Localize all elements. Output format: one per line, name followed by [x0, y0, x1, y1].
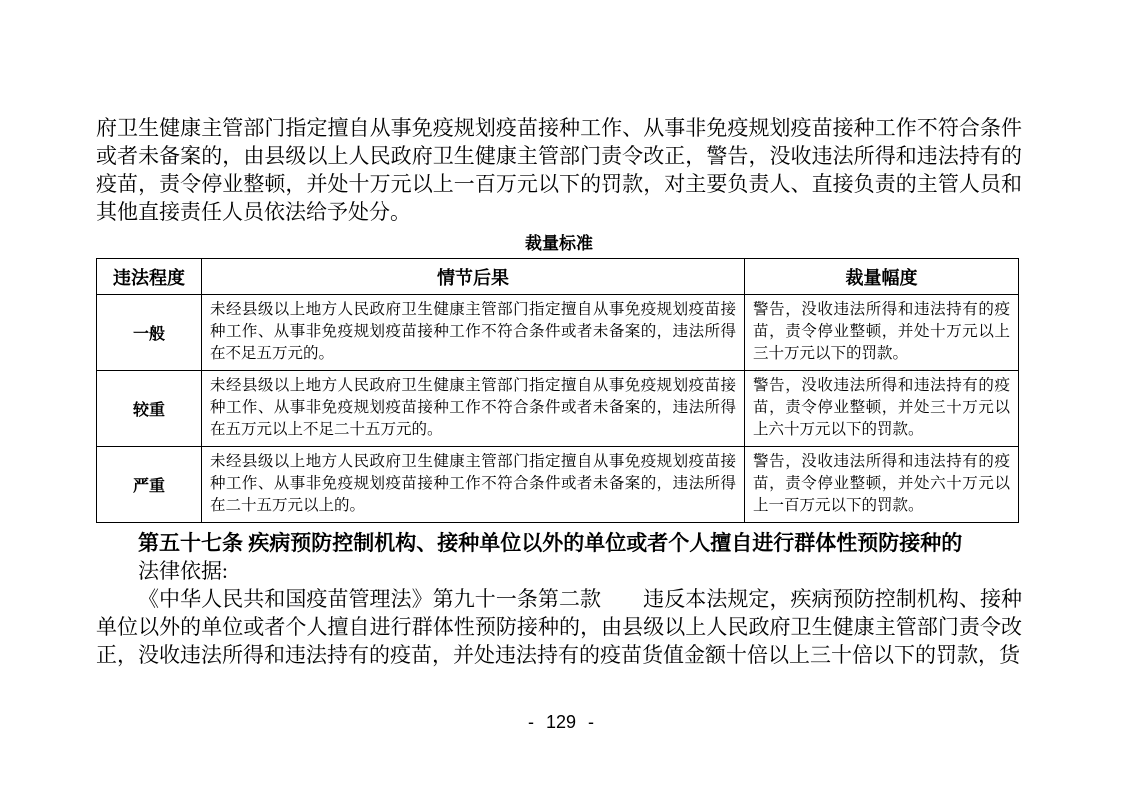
col-header-discretion-range: 裁量幅度 [745, 259, 1019, 295]
page-content [96, 114, 1022, 669]
cell-range: 警告，没收违法所得和违法持有的疫苗，责令停业整顿，并处六十万元以上一百万元以下的罚款。 [745, 447, 1019, 523]
cell-degree: 较重 [97, 371, 202, 447]
cell-degree: 一般 [97, 295, 202, 371]
col-header-violation-degree: 违法程度 [97, 259, 202, 295]
table-caption: 裁量标准 [525, 234, 593, 253]
article-57-heading: 第五十七条 疾病预防控制机构、接种单位以外的单位或者个人擅自进行群体性预防接种的 [138, 531, 963, 555]
page-number: - 129 - [527, 712, 595, 732]
table-row-severe [97, 447, 1019, 523]
intro-paragraph: 府卫生健康主管部门指定擅自从事免疫规划疫苗接种工作、从事非免疫规划疫苗接种工作不符合条件或者未备案的，由县级以上人民政府卫生健康主管部门责令改正，警告，没收违法所得和违法持有的疫苗，责令停业整顿，并处十万元以上一百万元以下的罚款，对主要负责人、直接负责的主管人员和其他直接责任人员依法给予处分。 [96, 116, 1022, 224]
cell-circumstance: 未经县级以上地方人民政府卫生健康主管部门指定擅自从事免疫规划疫苗接种工作、从事非免疫规划疫苗接种工作不符合条件或者未备案的，违法所得在不足五万元的。 [202, 295, 745, 371]
legal-basis-label: 法律依据: [138, 559, 228, 583]
cell-circumstance: 未经县级以上地方人民政府卫生健康主管部门指定擅自从事免疫规划疫苗接种工作、从事非免疫规划疫苗接种工作不符合条件或者未备案的，违法所得在五万元以上不足二十五万元的。 [202, 371, 745, 447]
col-header-circumstance: 情节后果 [202, 259, 745, 295]
cell-range: 警告，没收违法所得和违法持有的疫苗，责令停业整顿，并处三十万元以上六十万元以下的罚款。 [745, 371, 1019, 447]
table-header-row [97, 259, 1019, 295]
discretion-standards-table [96, 258, 1019, 523]
table-row-serious [97, 371, 1019, 447]
cell-circumstance: 未经县级以上地方人民政府卫生健康主管部门指定擅自从事免疫规划疫苗接种工作、从事非免疫规划疫苗接种工作不符合条件或者未备案的，违法所得在二十五万元以上的。 [202, 447, 745, 523]
cell-degree: 严重 [97, 447, 202, 523]
cell-range: 警告，没收违法所得和违法持有的疫苗，责令停业整顿，并处十万元以上三十万元以下的罚款。 [745, 295, 1019, 371]
legal-basis-paragraph: 《中华人民共和国疫苗管理法》第九十一条第二款 违反本法规定，疾病预防控制机构、接种单位以外的单位或者个人擅自进行群体性预防接种的，由县级以上人民政府卫生健康主管部门责令改正，没收违法所得和违法持有的疫苗，并处违法持有的疫苗货值金额十倍以上三十倍以下的罚款，货 [96, 587, 1022, 667]
table-row-general [97, 295, 1019, 371]
